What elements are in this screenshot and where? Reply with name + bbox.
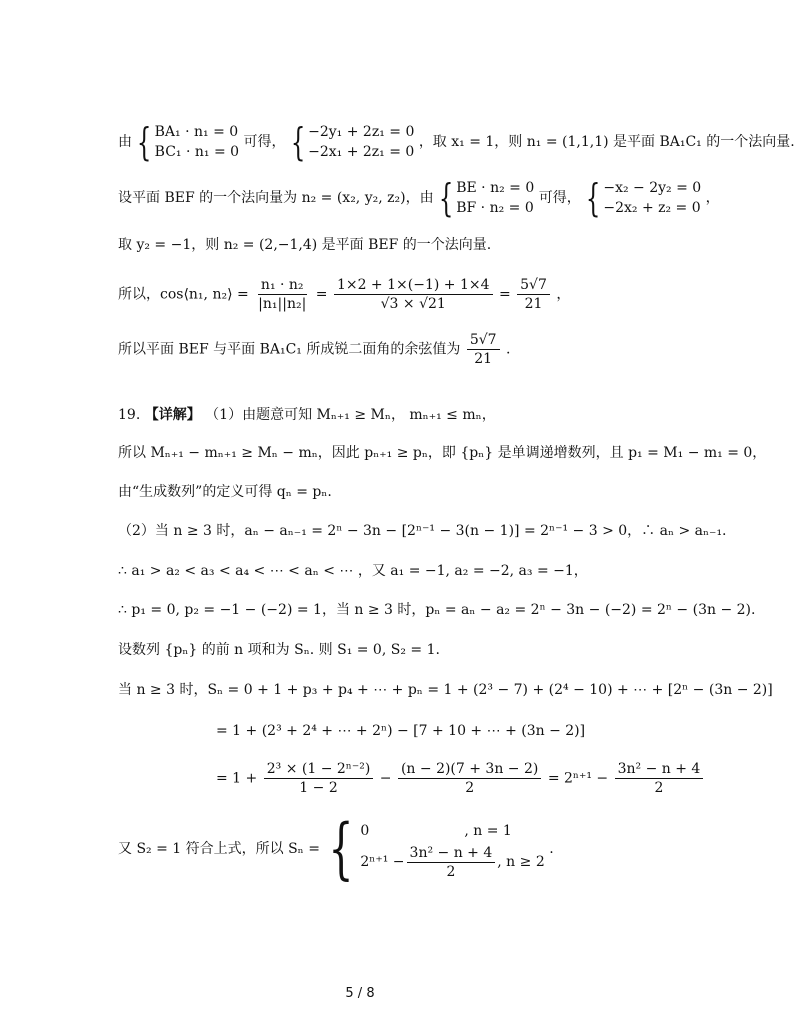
numerator: 5√7 <box>517 276 550 295</box>
equation: BA₁ · n₁ = 0 <box>154 124 239 140</box>
numerator: (n − 2)(7 + 3n − 2) <box>398 760 541 779</box>
line-normal-vector-2 <box>118 178 720 218</box>
denominator: 2 <box>465 780 475 796</box>
line-y2: 取 y₂ = −1，则 n₂ = (2,−1,4) 是平面 BEF 的一个法向量. <box>118 237 492 253</box>
case-2: 2ⁿ⁺¹ − $\frac{\text{3n² − n + 4}}{2}$ , n ≥ 2 <box>360 844 545 880</box>
text: ，取 x₁ = 1，则 n₁ = (1,1,1) 是平面 BA₁C₁ 的一个法向量. <box>418 134 795 150</box>
denominator: 2 <box>654 780 664 796</box>
text: 可得， <box>538 190 581 206</box>
fraction <box>264 760 374 797</box>
fraction <box>615 760 704 797</box>
fraction <box>407 844 496 881</box>
operator: = <box>315 286 328 303</box>
numerator: n₁ · n₂ <box>258 276 307 295</box>
text: （1）由题意可知 Mₙ₊₁ ≥ Mₙ， mₙ₊₁ ≤ mₙ， <box>205 407 496 423</box>
text: . <box>506 341 511 358</box>
equation: BC₁ · n₁ = 0 <box>154 144 240 160</box>
equation-system: { −2y₁ + 2z₁ = 0 −2x₁ + 2z₁ = 0 <box>290 120 415 164</box>
fraction <box>334 276 493 313</box>
text: ， <box>705 190 720 206</box>
fraction <box>255 276 309 313</box>
line-sum-expand: 当 n ≥ 3 时，Sₙ = 0 + 1 + p₃ + p₄ + ⋯ + pₙ = 1 + (2³ − 7) + (2⁴ − 10) + ⋯ + [2ⁿ − (3n − 2)] <box>118 682 773 698</box>
equation-system: { BA₁ · n₁ = 0 BC₁ · n₁ = 0 <box>137 120 240 164</box>
line-sum-def: 设数列 {pₙ} 的前 n 项和为 Sₙ. 则 S₁ = 0, S₂ = 1. <box>118 642 440 658</box>
piecewise-function: { 0 , n = 1 2ⁿ⁺¹ − $\frac{\text{3n² − n + 4}}{2}$ , n ≥ 2 <box>328 810 545 887</box>
text: 设平面 BEF 的一个法向量为 n₂ = (x₂, y₂, z₂)，由 <box>118 190 434 206</box>
operator: − <box>379 770 392 787</box>
equation: BF · n₂ = 0 <box>456 200 534 216</box>
text: 由 <box>118 134 132 150</box>
text: 所以平面 BEF 与平面 BA₁C₁ 所成锐二面角的余弦值为 <box>118 341 461 358</box>
text: 可得， <box>243 134 286 150</box>
equation-system: { −x₂ − 2y₂ = 0 −2x₂ + z₂ = 0 <box>585 176 702 220</box>
line-piecewise <box>118 810 554 887</box>
numerator: 2³ × (1 − 2ⁿ⁻²) <box>264 760 374 779</box>
line-sum-group: = 1 + (2³ + 2⁴ + ⋯ + 2ⁿ) − [7 + 10 + ⋯ + (3n − 2)] <box>216 723 586 739</box>
text: 又 S₂ = 1 符合上式，所以 Sₙ = <box>118 841 320 857</box>
numerator: 3n² − n + 4 <box>407 844 496 863</box>
line-normal-vector-1 <box>118 122 795 162</box>
text: ， <box>556 286 571 303</box>
line-sum-result <box>216 760 705 797</box>
equation: −2x₂ + z₂ = 0 <box>603 200 701 216</box>
text: 所以，cos⟨n₁, n₂⟩ = <box>118 286 249 303</box>
line-sequence-order: ∴ a₁ > a₂ < a₃ < a₄ < ⋯ < aₙ < ⋯ ，又 a₁ = −1, a₂ = −2, a₃ = −1， <box>118 563 588 579</box>
text: = 1 + <box>216 770 258 787</box>
detail-tag: 【详解】 <box>144 407 201 423</box>
equation: −2x₁ + 2z₁ = 0 <box>308 144 415 160</box>
page-number: 5 / 8 <box>345 986 375 1001</box>
problem-19-heading <box>118 405 496 425</box>
operator: = <box>498 286 511 303</box>
equation: −2y₁ + 2z₁ = 0 <box>308 124 415 140</box>
equation: BE · n₂ = 0 <box>456 180 535 196</box>
numerator: 3n² − n + 4 <box>615 760 704 779</box>
line-dihedral-angle <box>118 331 510 368</box>
line-part-2: （2）当 n ≥ 3 时，aₙ − aₙ₋₁ = 2ⁿ − 3n − [2ⁿ⁻¹ − 3(n − 1)] = 2ⁿ⁻¹ − 3 > 0，∴ aₙ > aₙ₋₁. <box>118 523 727 539</box>
equation-system: { BE · n₂ = 0 BF · n₂ = 0 <box>438 176 535 220</box>
fraction <box>398 760 541 797</box>
numerator: 5√7 <box>467 331 500 350</box>
denominator: 1 − 2 <box>299 780 338 796</box>
numerator: 1×2 + 1×(−1) + 1×4 <box>334 276 493 295</box>
denominator: |n₁||n₂| <box>258 296 307 312</box>
problem-number: 19. <box>118 407 141 423</box>
text: = 2ⁿ⁺¹ − <box>547 770 609 787</box>
fraction <box>517 276 550 313</box>
denominator: √3 × √21 <box>380 296 446 312</box>
denominator: 2 <box>446 863 456 880</box>
denominator: 21 <box>524 296 543 312</box>
text: . <box>549 841 554 857</box>
line-definition: 由“生成数列”的定义可得 qₙ = pₙ. <box>118 484 332 500</box>
line-cosine <box>118 276 570 313</box>
equation: −x₂ − 2y₂ = 0 <box>603 180 702 196</box>
line-monotone: 所以 Mₙ₊₁ − mₙ₊₁ ≥ Mₙ − mₙ，因此 pₙ₊₁ ≥ pₙ，即 {pₙ} 是单调递增数列，且 p₁ = M₁ − m₁ = 0， <box>118 445 767 461</box>
line-p-values: ∴ p₁ = 0, p₂ = −1 − (−2) = 1，当 n ≥ 3 时，pₙ = aₙ − a₂ = 2ⁿ − 3n − (−2) = 2ⁿ − (3n − 2). <box>118 602 756 618</box>
denominator: 21 <box>474 351 493 367</box>
case-1: 0 , n = 1 <box>360 822 512 839</box>
fraction <box>467 331 500 368</box>
